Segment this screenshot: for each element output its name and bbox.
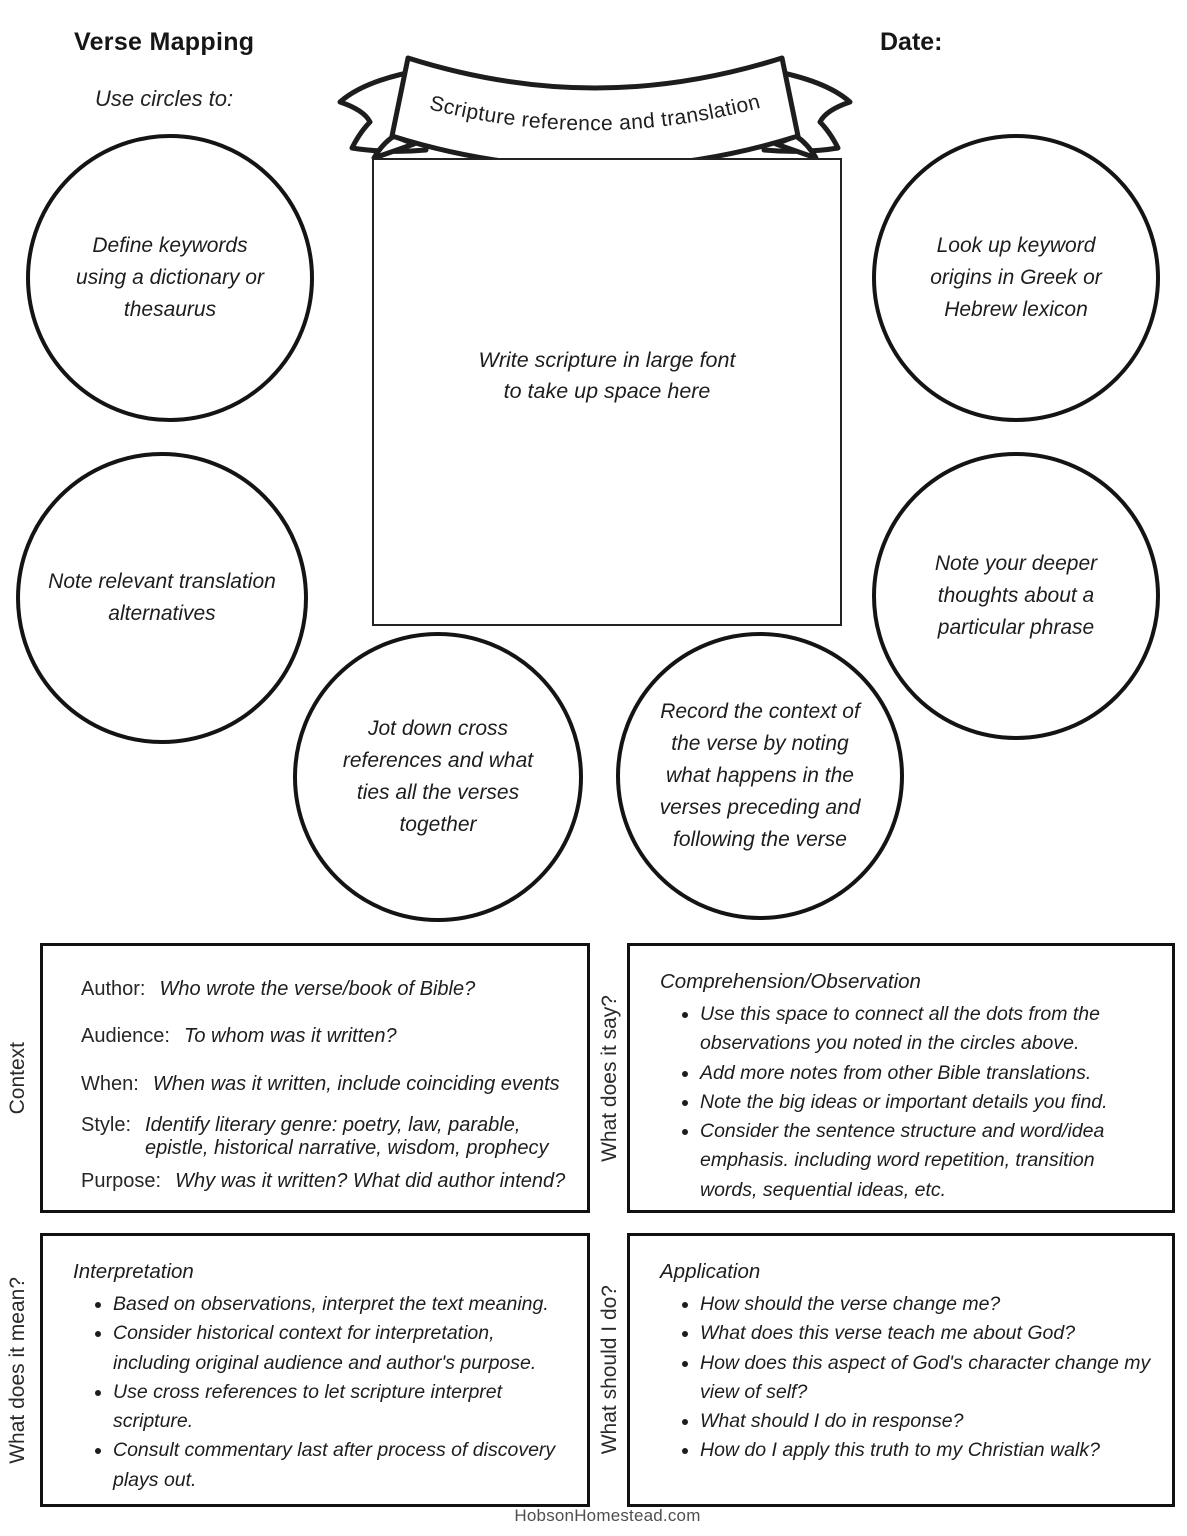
bullet-item: • What does this verse teach me about God? [700,1319,1152,1348]
bullet-item: • Use cross references to let scripture interpret scripture. [113,1378,567,1437]
context-box[interactable] [40,943,590,1213]
application-bullet-list [630,1290,1152,1466]
field-label: When: [81,1073,139,1096]
bullet-item: • Note the big ideas or important details you find. [700,1088,1152,1117]
circle-translation-alternatives[interactable] [16,452,308,744]
interpretation-bullet-list [43,1290,567,1495]
observation-box[interactable] [627,943,1175,1213]
interpretation-box[interactable] [40,1233,590,1507]
bullet-item: • Add more notes from other Bible translations. [700,1059,1152,1088]
context-field-audience [81,1025,571,1049]
circle-text: Jot down cross references and what ties all the verses together [342,717,534,836]
circles-hint: Use circles to: [95,86,234,111]
bullet-item: • How does this aspect of God's character change my view of self? [700,1349,1152,1408]
circle-text: Note relevant translation alternatives [48,570,276,625]
page-title: Verse Mapping [74,28,255,56]
field-hint: Who wrote the verse/book of Bible? [159,978,476,1000]
bullet-item: • Consider historical context for interpretation, including original audience and author's purpose. [113,1319,567,1378]
interpretation-side-label: What does it mean? [6,1276,29,1464]
date-label: Date: [880,28,943,56]
field-hint: When was it written, include coinciding events [152,1073,560,1096]
field-label: Purpose: [81,1169,162,1192]
context-field-author [81,978,571,1002]
bullet-item: • Consult commentary last after process of discovery plays out. [113,1436,567,1495]
circle-verse-context[interactable] [616,632,904,920]
bullet-item: • Consider the sentence structure and word/idea emphasis. including word repetition, transition words, sequential ideas, etc. [700,1117,1152,1205]
circle-text: Look up keyword origins in Greek or Hebrew lexicon [930,234,1102,321]
banner-label: Scripture reference and translation [427,90,763,136]
circle-deeper-thoughts[interactable] [872,452,1160,740]
bullet-item: • How should the verse change me? [700,1290,1152,1319]
interpretation-heading: Interpretation [73,1260,194,1283]
bullet-item: • How do I apply this truth to my Christian walk? [700,1436,1152,1465]
application-side-label: What should I do? [598,1285,621,1455]
bullet-item: • Based on observations, interpret the text meaning. [113,1290,567,1319]
bullet-item: • Use this space to connect all the dots from the observations you noted in the circles above. [700,1000,1152,1059]
application-heading: Application [660,1260,761,1283]
circle-cross-references[interactable] [293,632,583,922]
scripture-placeholder-line: to take up space here [503,379,711,404]
circle-text: Record the context of the verse by noting what happens in the verses preceding and following the verse [659,700,861,851]
circle-text: Note your deeper thoughts about a particular phrase [934,552,1098,639]
circle-define-keywords[interactable] [26,134,314,422]
context-side-label: Context [6,1041,29,1115]
field-label: Audience: [81,1024,170,1047]
field-label: Author: [81,978,146,1000]
context-field-when [81,1073,571,1097]
field-hint: Identify literary genre: poetry, law, parable, epistle, historical narrative, wisdom, prophecy [145,1113,549,1160]
circle-keyword-origins[interactable] [872,134,1160,422]
context-field-purpose [81,1170,571,1194]
scripture-box[interactable] [372,158,842,626]
field-hint: To whom was it written? [183,1024,397,1047]
application-box[interactable] [627,1233,1175,1507]
context-field-style [81,1114,571,1161]
bullet-item: • What should I do in response? [700,1407,1152,1436]
observation-side-label: What does it say? [598,994,621,1162]
observation-bullet-list [630,1000,1152,1205]
observation-heading: Comprehension/Observation [660,970,921,993]
field-label: Style: [81,1113,132,1136]
circle-text: Define keywords using a dictionary or thesaurus [76,234,264,321]
scripture-placeholder-line: Write scripture in large font [478,348,736,372]
footer-watermark: HobsonHomestead.com [514,1506,701,1525]
field-hint: Why was it written? What did author intend? [175,1169,566,1192]
